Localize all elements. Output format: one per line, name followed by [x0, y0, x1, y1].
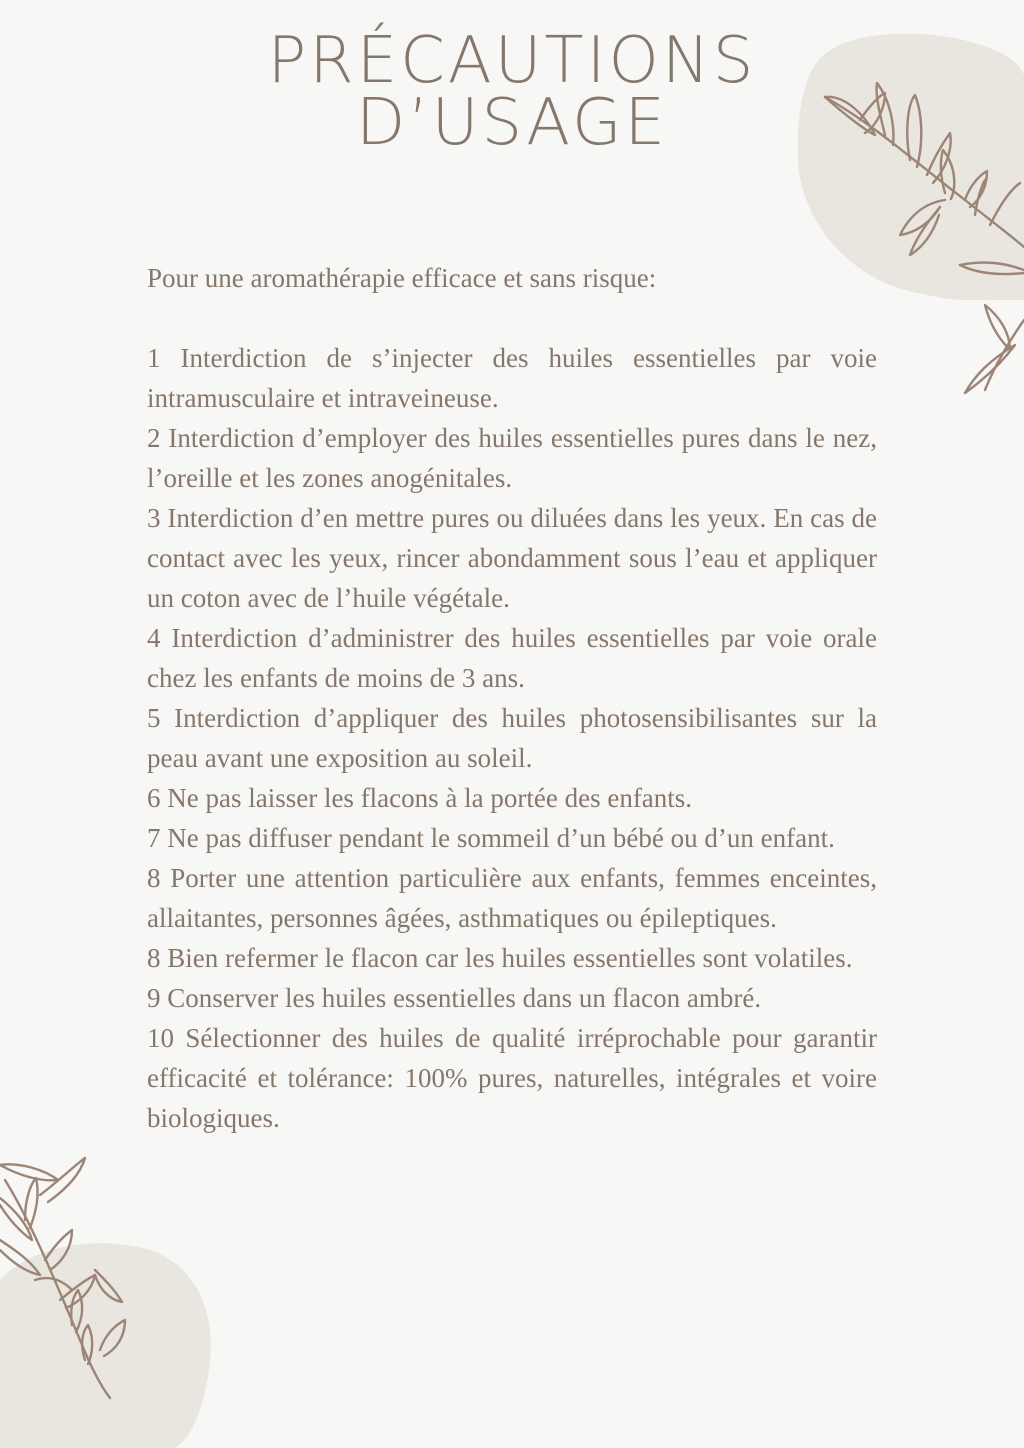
list-item: 1 Interdiction de s’injecter des huiles essentielles par voie intramusculaire et intraveineuse.: [147, 343, 877, 413]
list-item: 8 Bien refermer le flacon car les huiles essentielles sont volatiles.: [147, 943, 853, 973]
list-item: 7 Ne pas diffuser pendant le sommeil d’un bébé ou d’un enfant.: [147, 823, 835, 853]
page-title: [0, 24, 1024, 160]
list-item: 6 Ne pas laisser les flacons à la portée des enfants.: [147, 783, 693, 813]
list-item: 4 Interdiction d’administrer des huiles essentielles par voie orale chez les enfants de moins de 3 ans.: [147, 623, 877, 693]
list-item: 10 Sélectionner des huiles de qualité irréprochable pour garantir efficacité et tolérance: 100% pures, naturelles, intégrales et voire biologiques.: [147, 1023, 877, 1133]
list-item: 3 Interdiction d’en mettre pures ou diluées dans les yeux. En cas de contact avec les yeux, rincer abondamment sous l’eau et appliquer un coton avec de l’huile végétale.: [147, 503, 877, 613]
precautions-list: [147, 338, 877, 1138]
intro-text: Pour une aromathérapie efficace et sans risque:: [147, 263, 657, 293]
document-body: [147, 258, 877, 1138]
list-item: 9 Conserver les huiles essentielles dans un flacon ambré.: [147, 983, 762, 1013]
page-title-line-2: D’USAGE: [356, 86, 668, 160]
leaf-branch-icon-bottom-left: [0, 1150, 140, 1400]
list-item: 2 Interdiction d’employer des huiles essentielles pures dans le nez, l’oreille et les zones anogénitales.: [147, 423, 877, 493]
list-item: 8 Porter une attention particulière aux enfants, femmes enceintes, allaitantes, personnes âgées, asthmatiques ou épileptiques.: [147, 863, 877, 933]
list-item: 5 Interdiction d’appliquer des huiles photosensibilisantes sur la peau avant une exposition au soleil.: [147, 703, 877, 773]
page-title-line-1: PRÉCAUTIONS: [267, 24, 757, 98]
